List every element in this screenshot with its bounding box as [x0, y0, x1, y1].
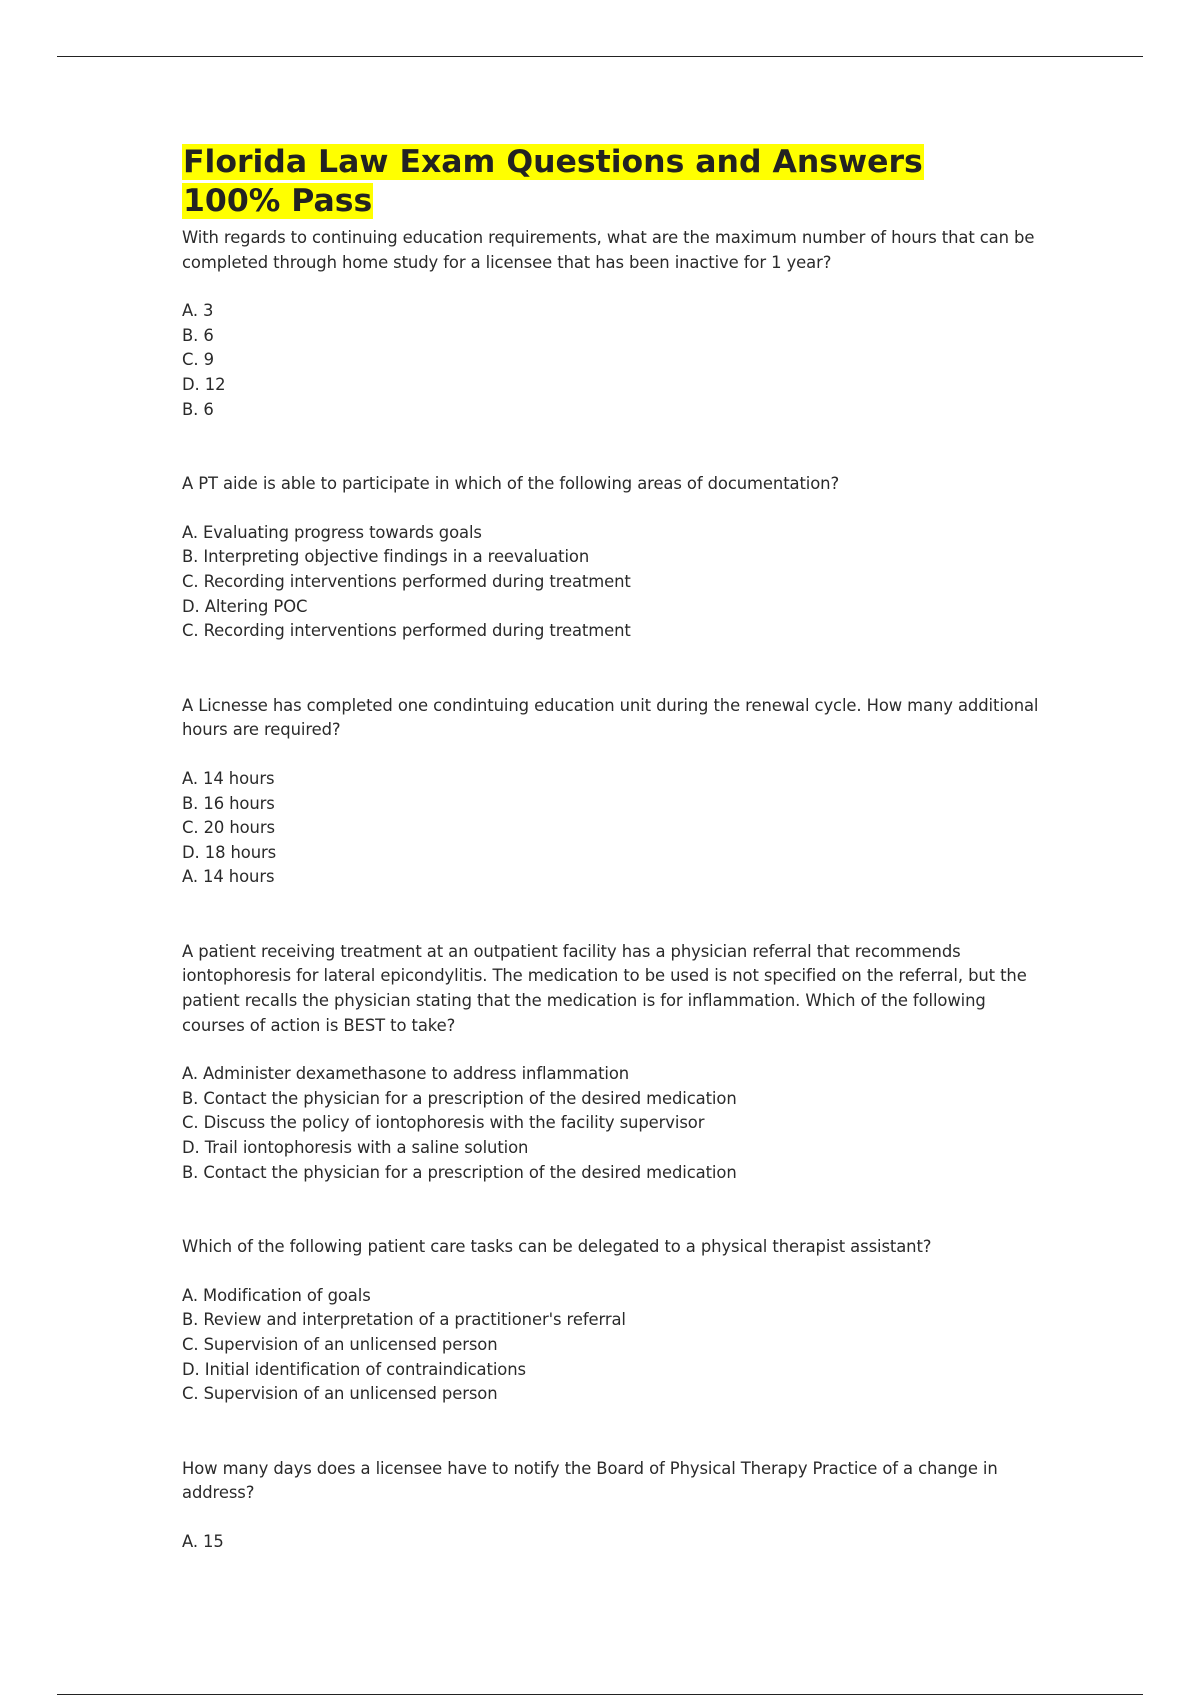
bottom-rule [57, 1694, 1143, 1695]
option: B. 16 hours [182, 793, 275, 813]
question-text: A Licnesse has completed one condintuing education unit during the renewal cycle. How many additional hours are required? [182, 695, 1039, 740]
option: C. Recording interventions performed during treatment [182, 571, 631, 591]
correct-answer: A. 14 hours [182, 867, 275, 887]
question-block [182, 940, 1042, 1185]
correct-answer: C. Recording interventions performed during treatment [182, 621, 631, 641]
question-text: A PT aide is able to participate in which of the following areas of documentation? [182, 474, 840, 494]
option: B. Contact the physician for a prescription of the desired medication [182, 1088, 737, 1108]
answer-options [182, 521, 1042, 644]
option: B. Review and interpretation of a practitioner's referral [182, 1310, 626, 1330]
question-text: A patient receiving treatment at an outpatient facility has a physician referral that recommends iontophoresis for lateral epicondylitis. The medication to be used is not specified on the referral, but the patient recalls the physician stating that the medication is for inflammation. Which of the following courses of action is BEST to take? [182, 941, 1027, 1035]
answer-options [182, 1530, 1042, 1555]
top-rule [57, 56, 1143, 57]
answer-options [182, 1062, 1042, 1185]
question-block [182, 1235, 1042, 1407]
title-line-1: Florida Law Exam Questions and Answers [183, 144, 923, 180]
correct-answer: C. Supervision of an unlicensed person [182, 1384, 498, 1404]
option: A. 14 hours [182, 768, 275, 788]
option: C. Discuss the policy of iontophoresis with the facility supervisor [182, 1113, 705, 1133]
option: B. Interpreting objective findings in a reevaluation [182, 547, 590, 567]
answer-options [182, 1284, 1042, 1407]
option: A. Modification of goals [182, 1285, 371, 1305]
option: D. Trail iontophoresis with a saline solution [182, 1138, 529, 1158]
option: C. 9 [182, 350, 214, 370]
option: D. Altering POC [182, 596, 308, 616]
question-block [182, 1457, 1042, 1555]
option: A. Evaluating progress towards goals [182, 522, 482, 542]
option: C. Supervision of an unlicensed person [182, 1335, 498, 1354]
option: A. 15 [182, 1531, 224, 1551]
answer-options [182, 299, 1042, 422]
answer-options [182, 767, 1042, 890]
option: B. 6 [182, 325, 214, 345]
question-block [182, 694, 1042, 890]
document-title [182, 143, 1042, 221]
question-block [182, 226, 1042, 422]
option: A. Administer dexamethasone to address inflammation [182, 1064, 630, 1084]
option: A. 3 [182, 301, 214, 321]
document-body [182, 143, 1042, 1555]
correct-answer: B. 6 [182, 399, 214, 419]
option: D. 18 hours [182, 842, 277, 862]
question-text: Which of the following patient care tasks can be delegated to a physical therapist assistant? [182, 1237, 932, 1257]
correct-answer: B. Contact the physician for a prescription of the desired medication [182, 1162, 737, 1182]
title-line-2: 100% Pass [183, 183, 373, 219]
option: D. Initial identification of contraindications [182, 1359, 526, 1379]
question-block [182, 472, 1042, 644]
option: C. 20 hours [182, 818, 275, 838]
option: D. 12 [182, 374, 226, 394]
question-text: With regards to continuing education requirements, what are the maximum number of hours that can be completed through home study for a licensee that has been inactive for 1 year? [182, 228, 1035, 272]
question-text: How many days does a licensee have to notify the Board of Physical Therapy Practice of a change in address? [182, 1458, 998, 1503]
